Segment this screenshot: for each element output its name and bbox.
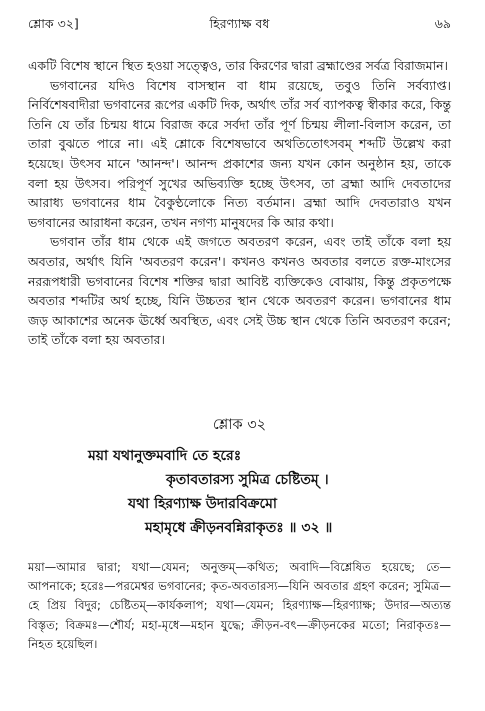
page-header bbox=[28, 10, 451, 34]
paragraph: ভগবান তাঁর ধাম থেকে এই জগতে অবতরণ করেন, এবং তাই তাঁকে বলা হয় অবতার, অর্থাৎ যিনি 'অবতরণ করেন'। কখনও কখনও অবতার বলতে রক্ত-মাংসের নররূপধারী ভগবানের বিশেষ শক্তির দ্বারা আবিষ্ট ব্যক্তিকেও বোঝায়, কিন্তু প্রকৃতপক্ষে অবতার শব্দটির অর্থ হচ্ছে, যিনি উচ্চতর স্থান থেকে অবতরণ করেন। ভগবানের ধাম জড় আকাশের অনেক ঊর্ধ্বে অবস্থিত, এবং সেই উচ্চ স্থান থেকে তিনি অবতরণ করেন; তাই তাঁকে বলা হয় অবতার। bbox=[28, 234, 451, 348]
verse-text bbox=[28, 444, 451, 540]
verse-heading: শ্লোক ৩২ bbox=[212, 416, 267, 433]
verse-line: কৃতাবতারস্য সুমিত্র চেষ্টিতম্ । bbox=[166, 471, 329, 488]
paragraph-continuation: একটি বিশেষ স্থানে স্থিত হওয়া সত্ত্বেও, তার কিরণের দ্বারা ব্রহ্মাণ্ডের সর্বত্র বিরাজমান। bbox=[28, 58, 448, 73]
verse-reference: শ্লোক ৩২] bbox=[28, 16, 79, 31]
verse-line: যথা হিরণ্যাক্ষ উদারবিক্রমো bbox=[128, 495, 277, 512]
word-meanings: ময়া—আমার দ্বারা; যথা—যেমন; অনুক্তম্—কথিত; অবাদি—বিশ্লেষিত হয়েছে; তে—আপনাকে; হরেঃ—পরমেশ্বর ভগবানের; কৃত-অবতারস্য—যিনি অবতার গ্রহণ করেন; সুমিত্র—হে প্রিয় বিদুর; চেষ্টিতম্—কার্যকলাপ; যথা—যেমন; হিরণ্যাক্ষ—হিরণ্যাক্ষ; উদার—অত্যন্ত বিস্তৃত; বিক্রমঃ—শৌর্য; মহা-মৃধে—মহান যুদ্ধে; ক্রীড়ন-বৎ—ক্রীড়নকের মতো; নিরাকৃতঃ—নিহত হয়েছিল। bbox=[28, 559, 451, 651]
verse-line: মহামৃধে ক্রীড়নবন্নিরাকৃতঃ ॥ ৩২ ॥ bbox=[145, 519, 333, 536]
verse-line: ময়া যথানুক্তমবাদি তে হরেঃ bbox=[88, 447, 242, 464]
purport-text bbox=[28, 56, 451, 350]
page-number: ৬৯ bbox=[434, 16, 451, 31]
chapter-title: হিরণ্যাক্ষ বধ bbox=[209, 16, 270, 31]
paragraph: ভগবানের যদিও বিশেষ বাসস্থান বা ধাম রয়েছে, তবুও তিনি সর্বব্যাপ্ত। নির্বিশেষবাদীরা ভগবানের রূপের একটি দিক, অর্থাৎ তাঁর সর্ব ব্যাপকত্ব স্বীকার করে, কিন্তু তিনি যে তাঁর চিন্ময় ধামে বিরাজ করে সর্বদা তাঁর পূর্ণ চিন্ময় লীলা-বিলাস করেন, তা তারা বুঝতে পারে না। এই শ্লোকে বিশেষভাবে অথতিতোৎসবম্ শব্দটি উল্লেখ করা হয়েছে। উৎসব মানে 'আনন্দ'। আনন্দ প্রকাশের জন্য যখন কোন অনুষ্ঠান হয়, তাকে বলা হয় উৎসব। পরিপূর্ণ সুখের অভিব্যক্তি হচ্ছে উৎসব, তা ব্রহ্মা আদি দেবতাদের আরাধ্য ভগবানের ধাম বৈকুণ্ঠলোকে নিত্য বর্তমান। ব্রহ্মা আদি দেবতারাও যখন ভগবানের আরাধনা করেন, তখন নগণ্য মানুষদের কি আর কথা। bbox=[28, 77, 451, 230]
